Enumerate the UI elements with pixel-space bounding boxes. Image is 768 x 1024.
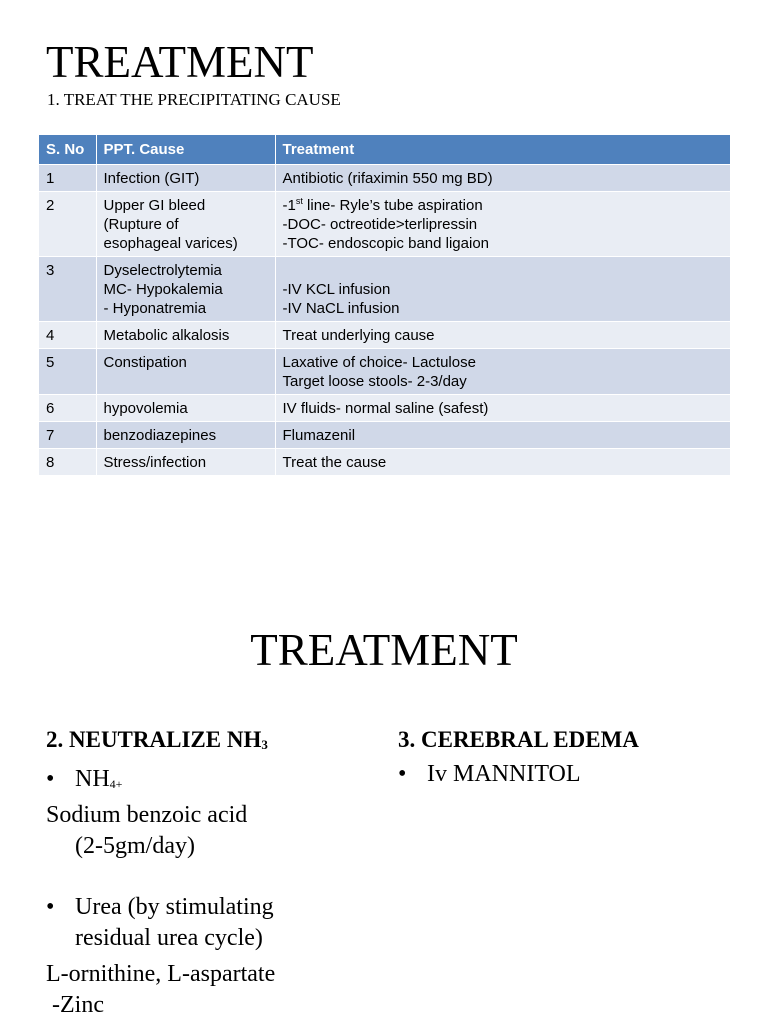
cell-treatment: Laxative of choice- Lactulose Target loose stools- 2-3/day: [275, 349, 730, 395]
cell-treatment: Treat the cause: [275, 449, 730, 476]
neutralize-nh3-heading: 2. NEUTRALIZE $NH_3$: [46, 727, 268, 752]
header-treatment: Treatment: [275, 135, 730, 165]
text-line: L-ornithine, L-aspartate: [46, 961, 276, 987]
cell-sno: 6: [39, 395, 96, 422]
cell-cause: Upper GI bleed (Rupture of esophageal varices): [96, 192, 275, 257]
table-row: [39, 322, 730, 349]
cerebral-edema-heading: 3. CEREBRAL EDEMA: [398, 727, 639, 752]
text-line: -Zinc: [52, 992, 104, 1018]
header-sno: S. No: [39, 135, 96, 165]
table-row: [39, 395, 730, 422]
cell-cause: Stress/infection: [96, 449, 275, 476]
header-cause: PPT. Cause: [96, 135, 275, 165]
neutralize-nh3-column: [46, 724, 366, 1021]
text-line: Sodium benzoic acid: [46, 802, 248, 828]
table-row: [39, 349, 730, 395]
cell-sno: 1: [39, 165, 96, 192]
cell-cause: benzodiazepines: [96, 422, 275, 449]
slide-subtitle: 1. TREAT THE PRECIPITATING CAUSE: [47, 90, 341, 109]
list-item: • Iv MANNITOL: [398, 759, 728, 790]
precipitating-cause-table: [39, 135, 731, 475]
table-row: [39, 165, 730, 192]
cell-sno: 7: [39, 422, 96, 449]
list-item: • NH4+: [46, 764, 366, 800]
cell-cause: Infection (GIT): [96, 165, 275, 192]
cell-treatment: Antibiotic (rifaximin 550 mg BD): [275, 165, 730, 192]
cell-treatment: IV fluids- normal saline (safest): [275, 395, 730, 422]
text-line: residual urea cycle): [75, 925, 263, 951]
cell-sno: 8: [39, 449, 96, 476]
cell-cause: Constipation: [96, 349, 275, 395]
bullet-icon: •: [46, 894, 55, 920]
list-item: • Urea (by stimulating: [46, 892, 366, 923]
cell-sno: 4: [39, 322, 96, 349]
table-row: [39, 192, 730, 257]
cell-sno: 2: [39, 192, 96, 257]
cell-cause: hypovolemia: [96, 395, 275, 422]
cell-sno: 5: [39, 349, 96, 395]
table-row: [39, 449, 730, 476]
slide2-title: TREATMENT: [250, 625, 518, 675]
cell-treatment: Treat underlying cause: [275, 322, 730, 349]
cell-treatment: -IV KCL infusion -IV NaCL infusion: [275, 257, 730, 322]
cell-treatment: -1st line- Ryle’s tube aspiration -DOC- octreotide>terlipressin -TOC- endoscopic band ligaion: [275, 192, 730, 257]
bullet-icon: •: [46, 766, 55, 792]
text-line: (2-5gm/day): [75, 833, 195, 859]
cerebral-edema-column: [398, 724, 728, 790]
table-header-row: [39, 135, 730, 165]
cell-cause: Dyselectrolytemia MC- Hypokalemia - Hyponatremia: [96, 257, 275, 322]
cell-cause: Metabolic alkalosis: [96, 322, 275, 349]
slide-title: TREATMENT: [46, 37, 314, 87]
table-row: [39, 257, 730, 322]
cell-treatment: Flumazenil: [275, 422, 730, 449]
bullet-icon: •: [398, 761, 407, 787]
cell-sno: 3: [39, 257, 96, 322]
table-row: [39, 422, 730, 449]
